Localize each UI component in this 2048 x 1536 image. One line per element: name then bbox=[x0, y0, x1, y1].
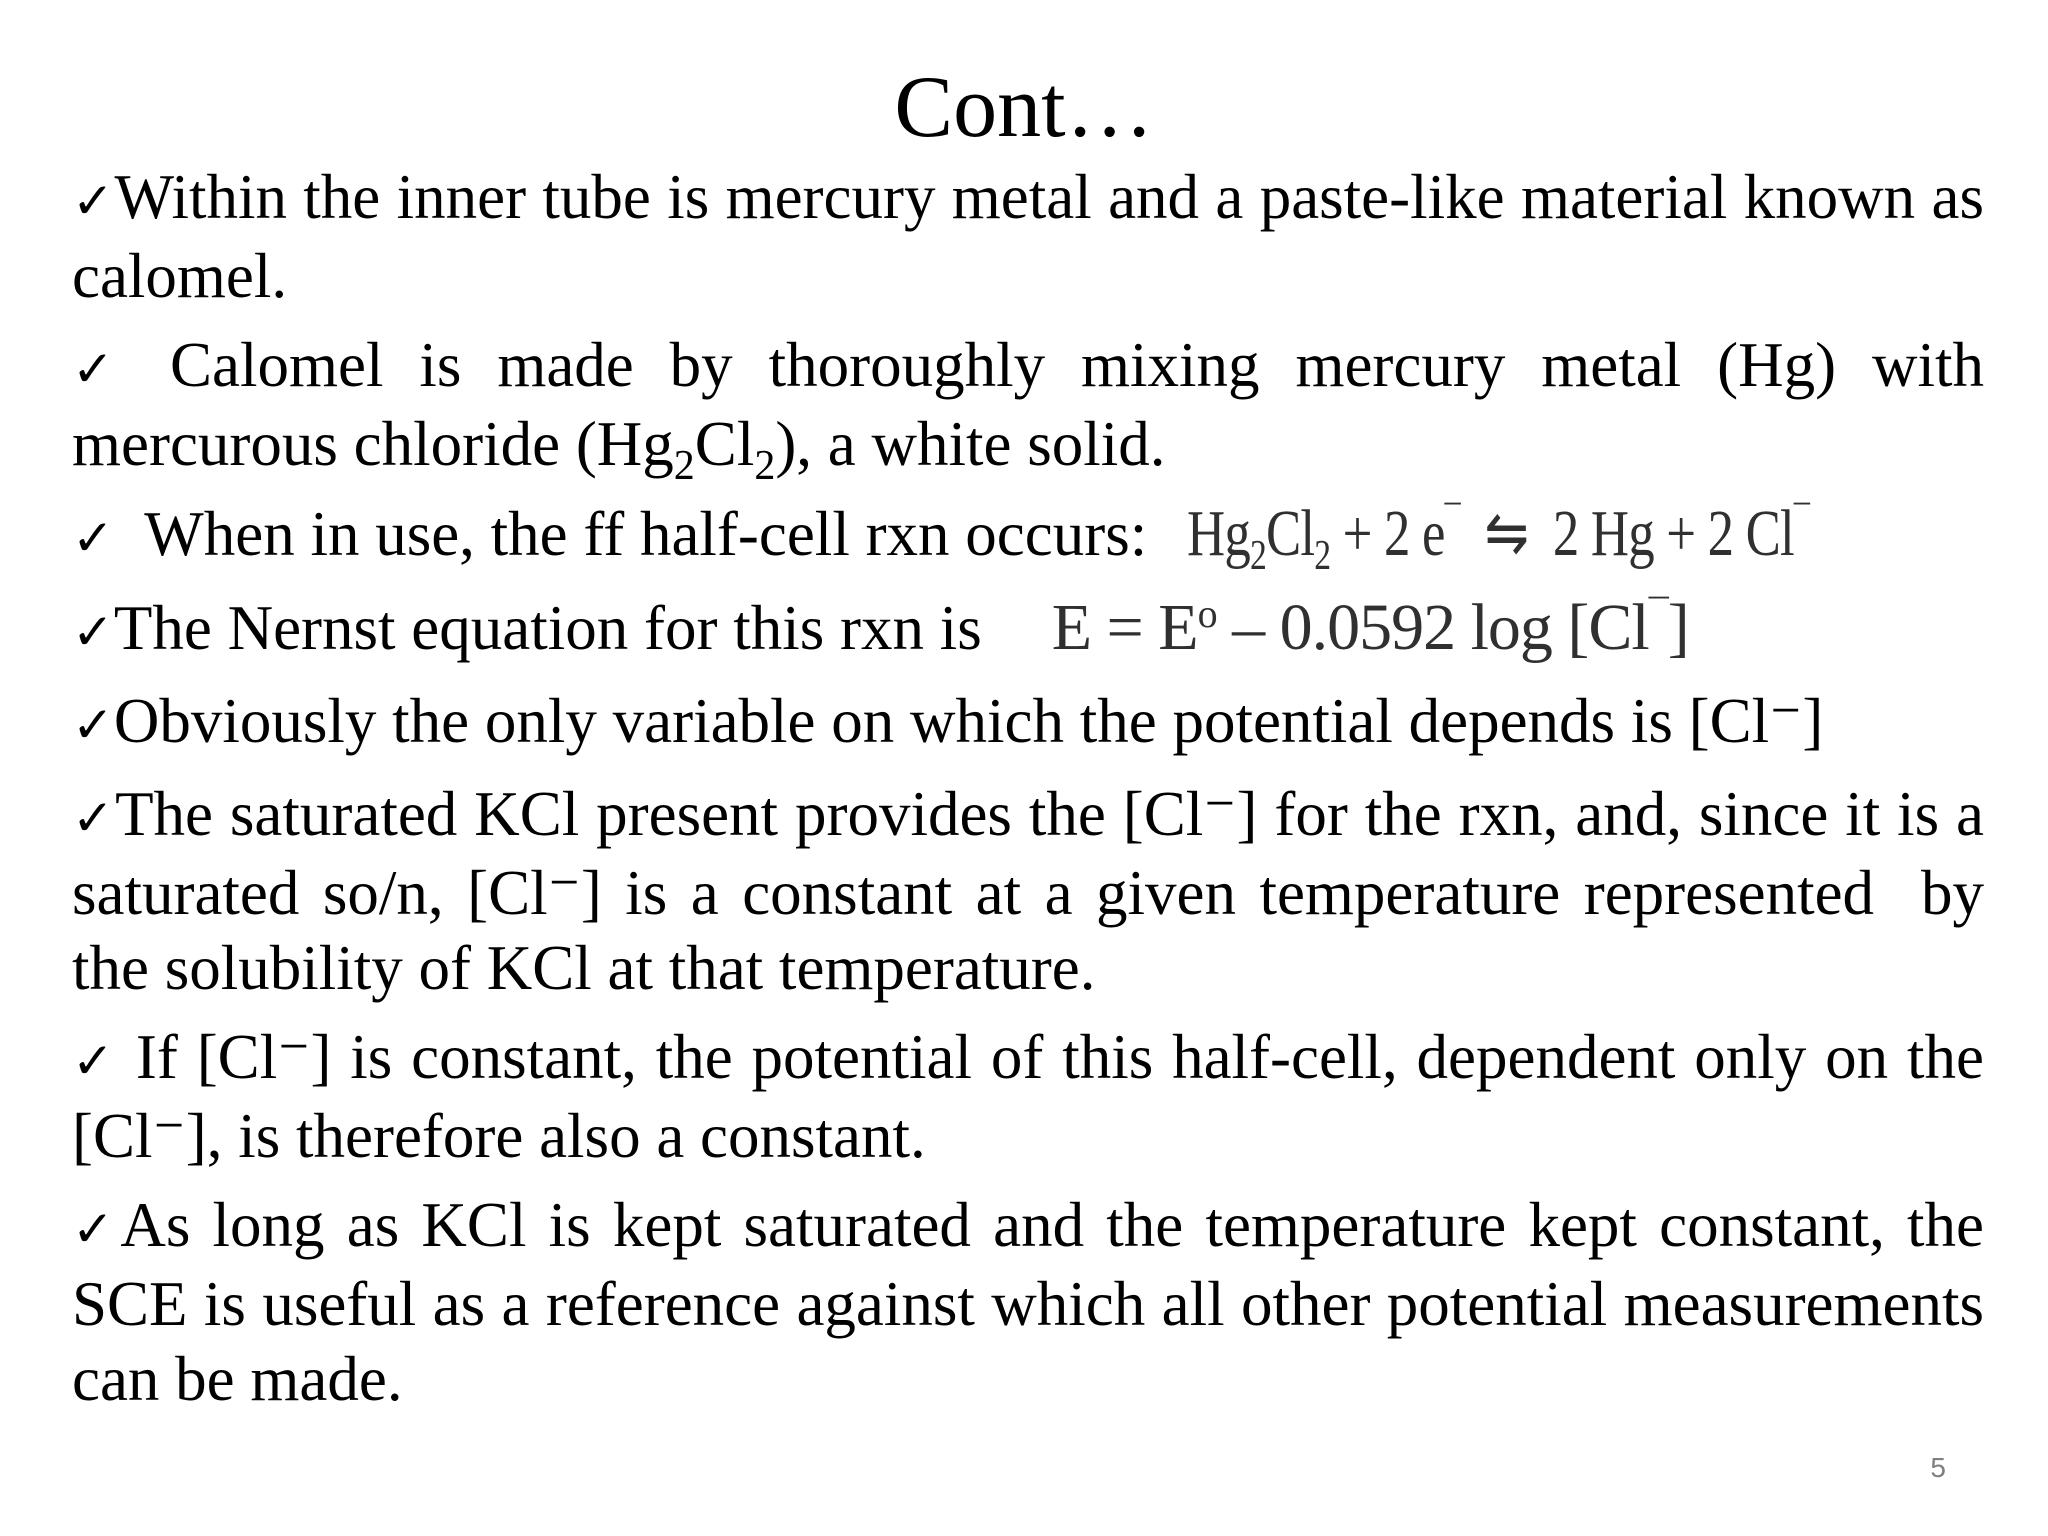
bullet-list bbox=[72, 160, 2000, 1431]
bullet-text: Cl bbox=[694, 409, 755, 479]
eq-subscript: 2 bbox=[1314, 533, 1331, 579]
check-mark-icon: ✓ bbox=[72, 340, 135, 398]
check-mark-icon: ✓ bbox=[72, 172, 115, 230]
eq-superscript: o bbox=[1197, 591, 1217, 636]
slide-title: Cont… bbox=[894, 59, 1154, 156]
subscript: 2 bbox=[754, 443, 776, 489]
bullet-text: If [Cl⁻] is constant, the potential of this half-cell, dependent only on the [Cl⁻], is therefore also a constant. bbox=[72, 1022, 1984, 1171]
check-mark-icon: ✓ bbox=[72, 603, 114, 661]
eq-part: ⇋ 2 Hg + 2 Cl bbox=[1460, 497, 1795, 570]
eq-part: E = E bbox=[1051, 591, 1198, 664]
bullet-text: The saturated KCl present provides the [Cl⁻] for the rxn, and, since it is a saturated so/n, [Cl⁻] is a constant at a given temperature represented by the solubility of KCl at that temperature. bbox=[72, 779, 2000, 1003]
bullet-text: Obviously the only variable on which the potential depends is [Cl⁻] bbox=[113, 686, 1824, 756]
bullet-text: Within the inner tube is mercury metal and a paste-like material known as calomel. bbox=[72, 162, 1984, 311]
bullet-text: The Nernst equation for this rxn is bbox=[113, 593, 982, 663]
eq-superscript: ¯ bbox=[1648, 591, 1668, 636]
nernst-equation bbox=[1052, 590, 1689, 665]
bullet-only-variable bbox=[72, 684, 1984, 763]
check-mark-icon: ✓ bbox=[72, 509, 114, 567]
eq-part: ] bbox=[1667, 591, 1689, 664]
bullet-constant-chloride bbox=[72, 1020, 1984, 1174]
bullet-text: When in use, the ff half-cell rxn occurs: bbox=[113, 499, 1148, 569]
eq-part: – 0.0592 log [Cl bbox=[1216, 591, 1649, 664]
check-mark-icon: ✓ bbox=[72, 1200, 121, 1258]
bullet-text: Calomel is made by thoroughly mixing mercury metal (Hg) with mercurous chloride (Hg bbox=[72, 330, 1984, 479]
eq-subscript: 2 bbox=[1250, 533, 1267, 579]
eq-superscript: ¯ bbox=[1794, 497, 1810, 542]
eq-superscript: ¯ bbox=[1444, 497, 1461, 542]
bullet-nernst bbox=[72, 590, 1984, 670]
bullet-text: As long as KCl is kept saturated and the temperature kept constant, the SCE is useful as a reference against which all other potential measurements can be made. bbox=[72, 1190, 1984, 1414]
bullet-half-cell-reaction bbox=[72, 496, 1984, 579]
bullet-sce-reference bbox=[72, 1188, 1984, 1417]
reaction-equation bbox=[1187, 496, 1965, 579]
bullet-text: ), a white solid. bbox=[775, 409, 1166, 479]
check-mark-icon: ✓ bbox=[72, 1032, 118, 1090]
page-number: 5 bbox=[1930, 1452, 1946, 1483]
check-mark-icon: ✓ bbox=[72, 789, 116, 847]
check-mark-icon: ✓ bbox=[72, 696, 114, 754]
bullet-calomel bbox=[72, 328, 1984, 489]
bullet-saturated-kcl bbox=[72, 777, 2000, 1006]
subscript: 2 bbox=[673, 443, 695, 489]
eq-part: Cl bbox=[1266, 497, 1315, 570]
eq-part: Hg bbox=[1187, 497, 1251, 570]
bullet-inner-tube bbox=[72, 160, 1984, 314]
eq-part: + 2 e bbox=[1330, 497, 1445, 570]
